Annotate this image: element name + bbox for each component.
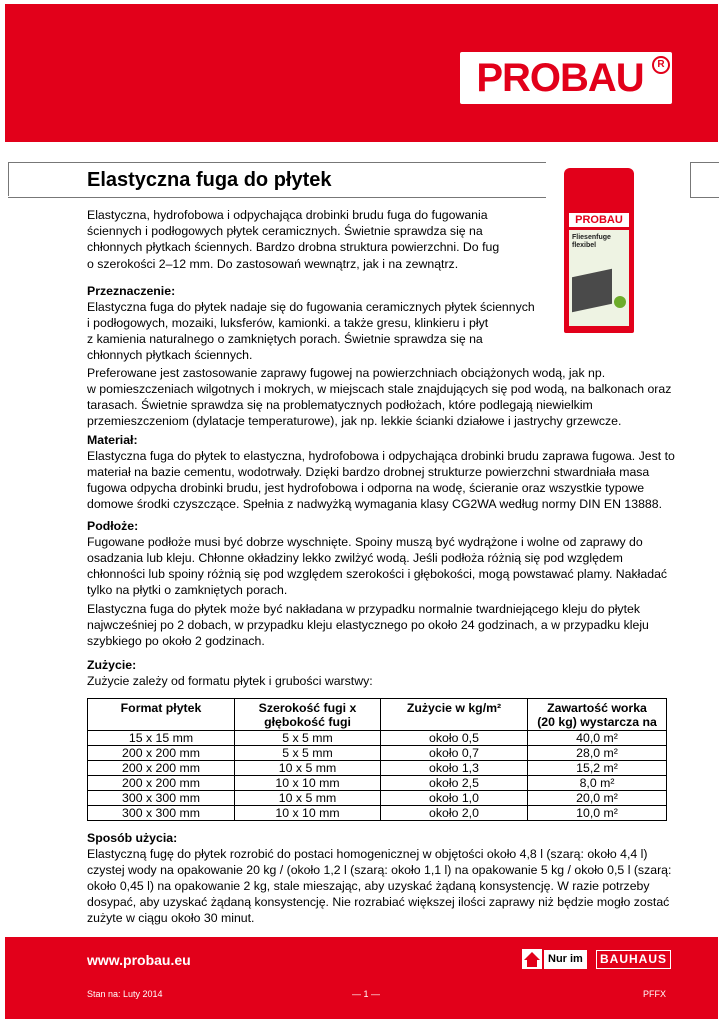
- section-heading: Podłoże:: [87, 519, 139, 533]
- text-line: ściennych i podłogowych płytek ceramicznych. Świetnie sprawdza się na: [87, 224, 483, 238]
- bag-logo: PROBAU: [569, 213, 629, 227]
- section-heading: Przeznaczenie:: [87, 284, 176, 298]
- table-cell: około 2,0: [381, 806, 528, 821]
- table-cell: 5 x 5 mm: [235, 731, 381, 746]
- section-material: [87, 432, 675, 512]
- table-cell: około 0,7: [381, 746, 528, 761]
- table-cell: 10 x 10 mm: [235, 806, 381, 821]
- header-text: (20 kg) wystarcza na: [537, 715, 657, 729]
- header-text: głębokość fugi: [264, 715, 351, 729]
- table-cell: 15,2 m²: [528, 761, 667, 776]
- page-title: Elastyczna fuga do płytek: [87, 169, 332, 191]
- section-podloze: [87, 518, 667, 598]
- table-cell: około 0,5: [381, 731, 528, 746]
- table-cell: 20,0 m²: [528, 791, 667, 806]
- text-line: przemieszczeniom (dylatacje temperaturowe), jak np. lekkie ścianki działowe i jastrychy grzewcze.: [87, 414, 622, 428]
- text-line: tarasach. Świetnie sprawdza się na problematycznych podłożach, które podlegają niewielkim: [87, 398, 593, 412]
- table-row: [88, 761, 667, 776]
- text-line: i podłogowych, mozaiki, luksferów, kamionki. a także gresu, klinkieru i płyt: [87, 316, 489, 330]
- consumption-table: [87, 698, 667, 821]
- table-cell: 5 x 5 mm: [235, 746, 381, 761]
- bag-name-line: Fliesenfuge: [572, 234, 611, 241]
- table-header-cell: [528, 699, 667, 731]
- table-cell: 300 x 300 mm: [88, 791, 235, 806]
- text-line: materiał na bazie cementu, wodotrwały. Dzięki bardzo drobnej strukturze powierzchni stwardniała masa: [87, 465, 650, 479]
- text-line: najwcześniej po 2 dobach, w przypadku kleju elastycznego po około 24 godzinach, a w przypadku kleju: [87, 618, 649, 632]
- text-line: osadzania lub kleju. Chłonne okładziny lekko zwilżyć wodą. Jeśli podłoża różnią się pod względem: [87, 551, 623, 565]
- text-line: Preferowane jest zastosowanie zaprawy fugowej na powierzchniach obciążonych wodą, jak np.: [87, 366, 606, 380]
- table-header-cell: [235, 699, 381, 731]
- intro-paragraph: [87, 207, 499, 272]
- table-cell: 40,0 m²: [528, 731, 667, 746]
- house-icon: [522, 949, 542, 969]
- text-line: około 0,45 l) na opakowanie 2 kg, stale mieszając, aby uzyskać żądaną konsystencję. W razie potrzeby: [87, 879, 650, 893]
- text-line: domowe środki czyszczące. Spełnia z nadwyżką wymagania klasy CG2WA według normy DIN EN 13888.: [87, 497, 663, 511]
- table-cell: 300 x 300 mm: [88, 806, 235, 821]
- bauhaus-logo: [522, 949, 674, 969]
- table-cell: 10 x 5 mm: [235, 791, 381, 806]
- table-row: [88, 806, 667, 821]
- text-line: w pomieszczeniach wilgotnych i mokrych, w miejscach stale znajdujących się pod wodą, na balkonach oraz: [87, 382, 672, 396]
- table-cell: około 1,3: [381, 761, 528, 776]
- header-text: Szerokość fugi x: [258, 701, 357, 715]
- header-text: Format płytek: [120, 701, 202, 715]
- table-header-cell: [88, 699, 235, 731]
- text-line: Elastyczna fuga do płytek może być nakładana w przypadku normalnie twardniejącego kleju do płytek: [87, 602, 640, 616]
- bag-seal-icon: [614, 296, 626, 308]
- table-cell: 200 x 200 mm: [88, 746, 235, 761]
- table-cell: 15 x 15 mm: [88, 731, 235, 746]
- bag-product-name: [572, 234, 611, 250]
- table-row: [88, 746, 667, 761]
- registered-mark: R: [652, 56, 670, 74]
- table-cell: 200 x 200 mm: [88, 761, 235, 776]
- text-line: chłonnych płytkach ściennych.: [87, 348, 253, 362]
- text-line: z kamienia naturalnego o zamkniętych porach. Świetnie sprawdza się na: [87, 332, 483, 346]
- text-line: Zużycie zależy od formatu płytek i grubości warstwy:: [87, 674, 373, 688]
- text-line: chłonnych płytkach ściennych. Bardzo drobna struktura powierzchni. Do fug: [87, 240, 500, 254]
- text-line: Elastyczna fuga do płytek to elastyczna, hydrofobowa i odpychająca drobinki brudu zaprawa fugowa. Jest to: [87, 449, 675, 463]
- text-line: chłonności lub spoiny różnią się pod względem szerokości i głębokości, mogą powstawać plamy. Nakładać: [87, 567, 668, 581]
- section-heading: Materiał:: [87, 433, 138, 447]
- bauhaus-wordmark: BAUHAUS: [596, 950, 671, 969]
- footer-date: Stan na: Luty 2014: [87, 989, 163, 999]
- product-code: PFFX: [643, 989, 667, 999]
- text-line: zużyte w ciągu około 30 minut.: [87, 911, 255, 925]
- section-przeznaczenie: [87, 283, 535, 363]
- section-heading: Zużycie:: [87, 658, 137, 672]
- table-cell: 200 x 200 mm: [88, 776, 235, 791]
- section-zuzycie: [87, 657, 373, 689]
- header-text: Zawartość worka: [547, 701, 647, 715]
- table-header-row: [88, 699, 667, 731]
- table-cell: około 2,5: [381, 776, 528, 791]
- section-heading: Sposób użycia:: [87, 831, 178, 845]
- table-row: [88, 791, 667, 806]
- header-text: Zużycie w kg/m²: [406, 701, 502, 715]
- table-cell: 10 x 10 mm: [235, 776, 381, 791]
- title-frame-left: [8, 162, 9, 196]
- text-line: o szerokości 2–12 mm. Do zastosowań wewnątrz, jak i na zewnątrz.: [87, 257, 459, 271]
- table-cell: 28,0 m²: [528, 746, 667, 761]
- table-cell: około 1,0: [381, 791, 528, 806]
- table-cell: 8,0 m²: [528, 776, 667, 791]
- bag-name-line: flexibel: [572, 242, 597, 249]
- logo-text: PROBAU: [476, 56, 644, 100]
- probau-logo: [460, 52, 672, 104]
- table-cell: 10,0 m²: [528, 806, 667, 821]
- text-line: Elastyczna, hydrofobowa i odpychająca drobinki brudu fuga do fugowania: [87, 208, 488, 222]
- table-cell: 10 x 5 mm: [235, 761, 381, 776]
- section-preferowane: [87, 365, 671, 429]
- table-row: [88, 731, 667, 746]
- text-line: Elastyczna fuga do płytek nadaje się do fugowania ceramicznych płytek ściennych: [87, 300, 535, 314]
- section-nakladanie: [87, 601, 649, 649]
- text-line: czystej wody na opakowanie 20 kg / (około 1,2 l (szarą: około 1,1 l) na opakowanie 5 kg / około 0,5 l (szarą:: [87, 863, 672, 877]
- text-line: Fugowane podłoże musi być dobrze wyschnięte. Spoiny muszą być wydrążone i wolne od zaprawy do: [87, 535, 643, 549]
- table-header-cell: [381, 699, 528, 731]
- text-line: tylko na płytki o zamkniętych porach.: [87, 583, 288, 597]
- bauhaus-nur-im: Nur im: [544, 950, 587, 969]
- section-sposob-uzycia: [87, 830, 671, 926]
- title-frame-right: [690, 162, 719, 198]
- product-bag-image: [564, 168, 634, 333]
- text-line: fugowa odpycha drobinki brudu, jest hydrofobowa i odporna na wodę, ścieranie oraz wszystkie typowe: [87, 481, 645, 495]
- text-line: Elastyczną fugę do płytek rozrobić do postaci homogenicznej w objętości około 4,8 l (szarą: około 4,4 l): [87, 847, 648, 861]
- text-line: szybkiego po około 2 godzinach.: [87, 634, 265, 648]
- website-link[interactable]: www.probau.eu: [87, 952, 191, 968]
- page-number: — 1 —: [352, 989, 381, 999]
- text-line: dosypać, aby uzyskać żądaną konsystencję. Nie rozrabiać większej ilości zaprawy niż będzie mogło zostać: [87, 895, 670, 909]
- table-row: [88, 776, 667, 791]
